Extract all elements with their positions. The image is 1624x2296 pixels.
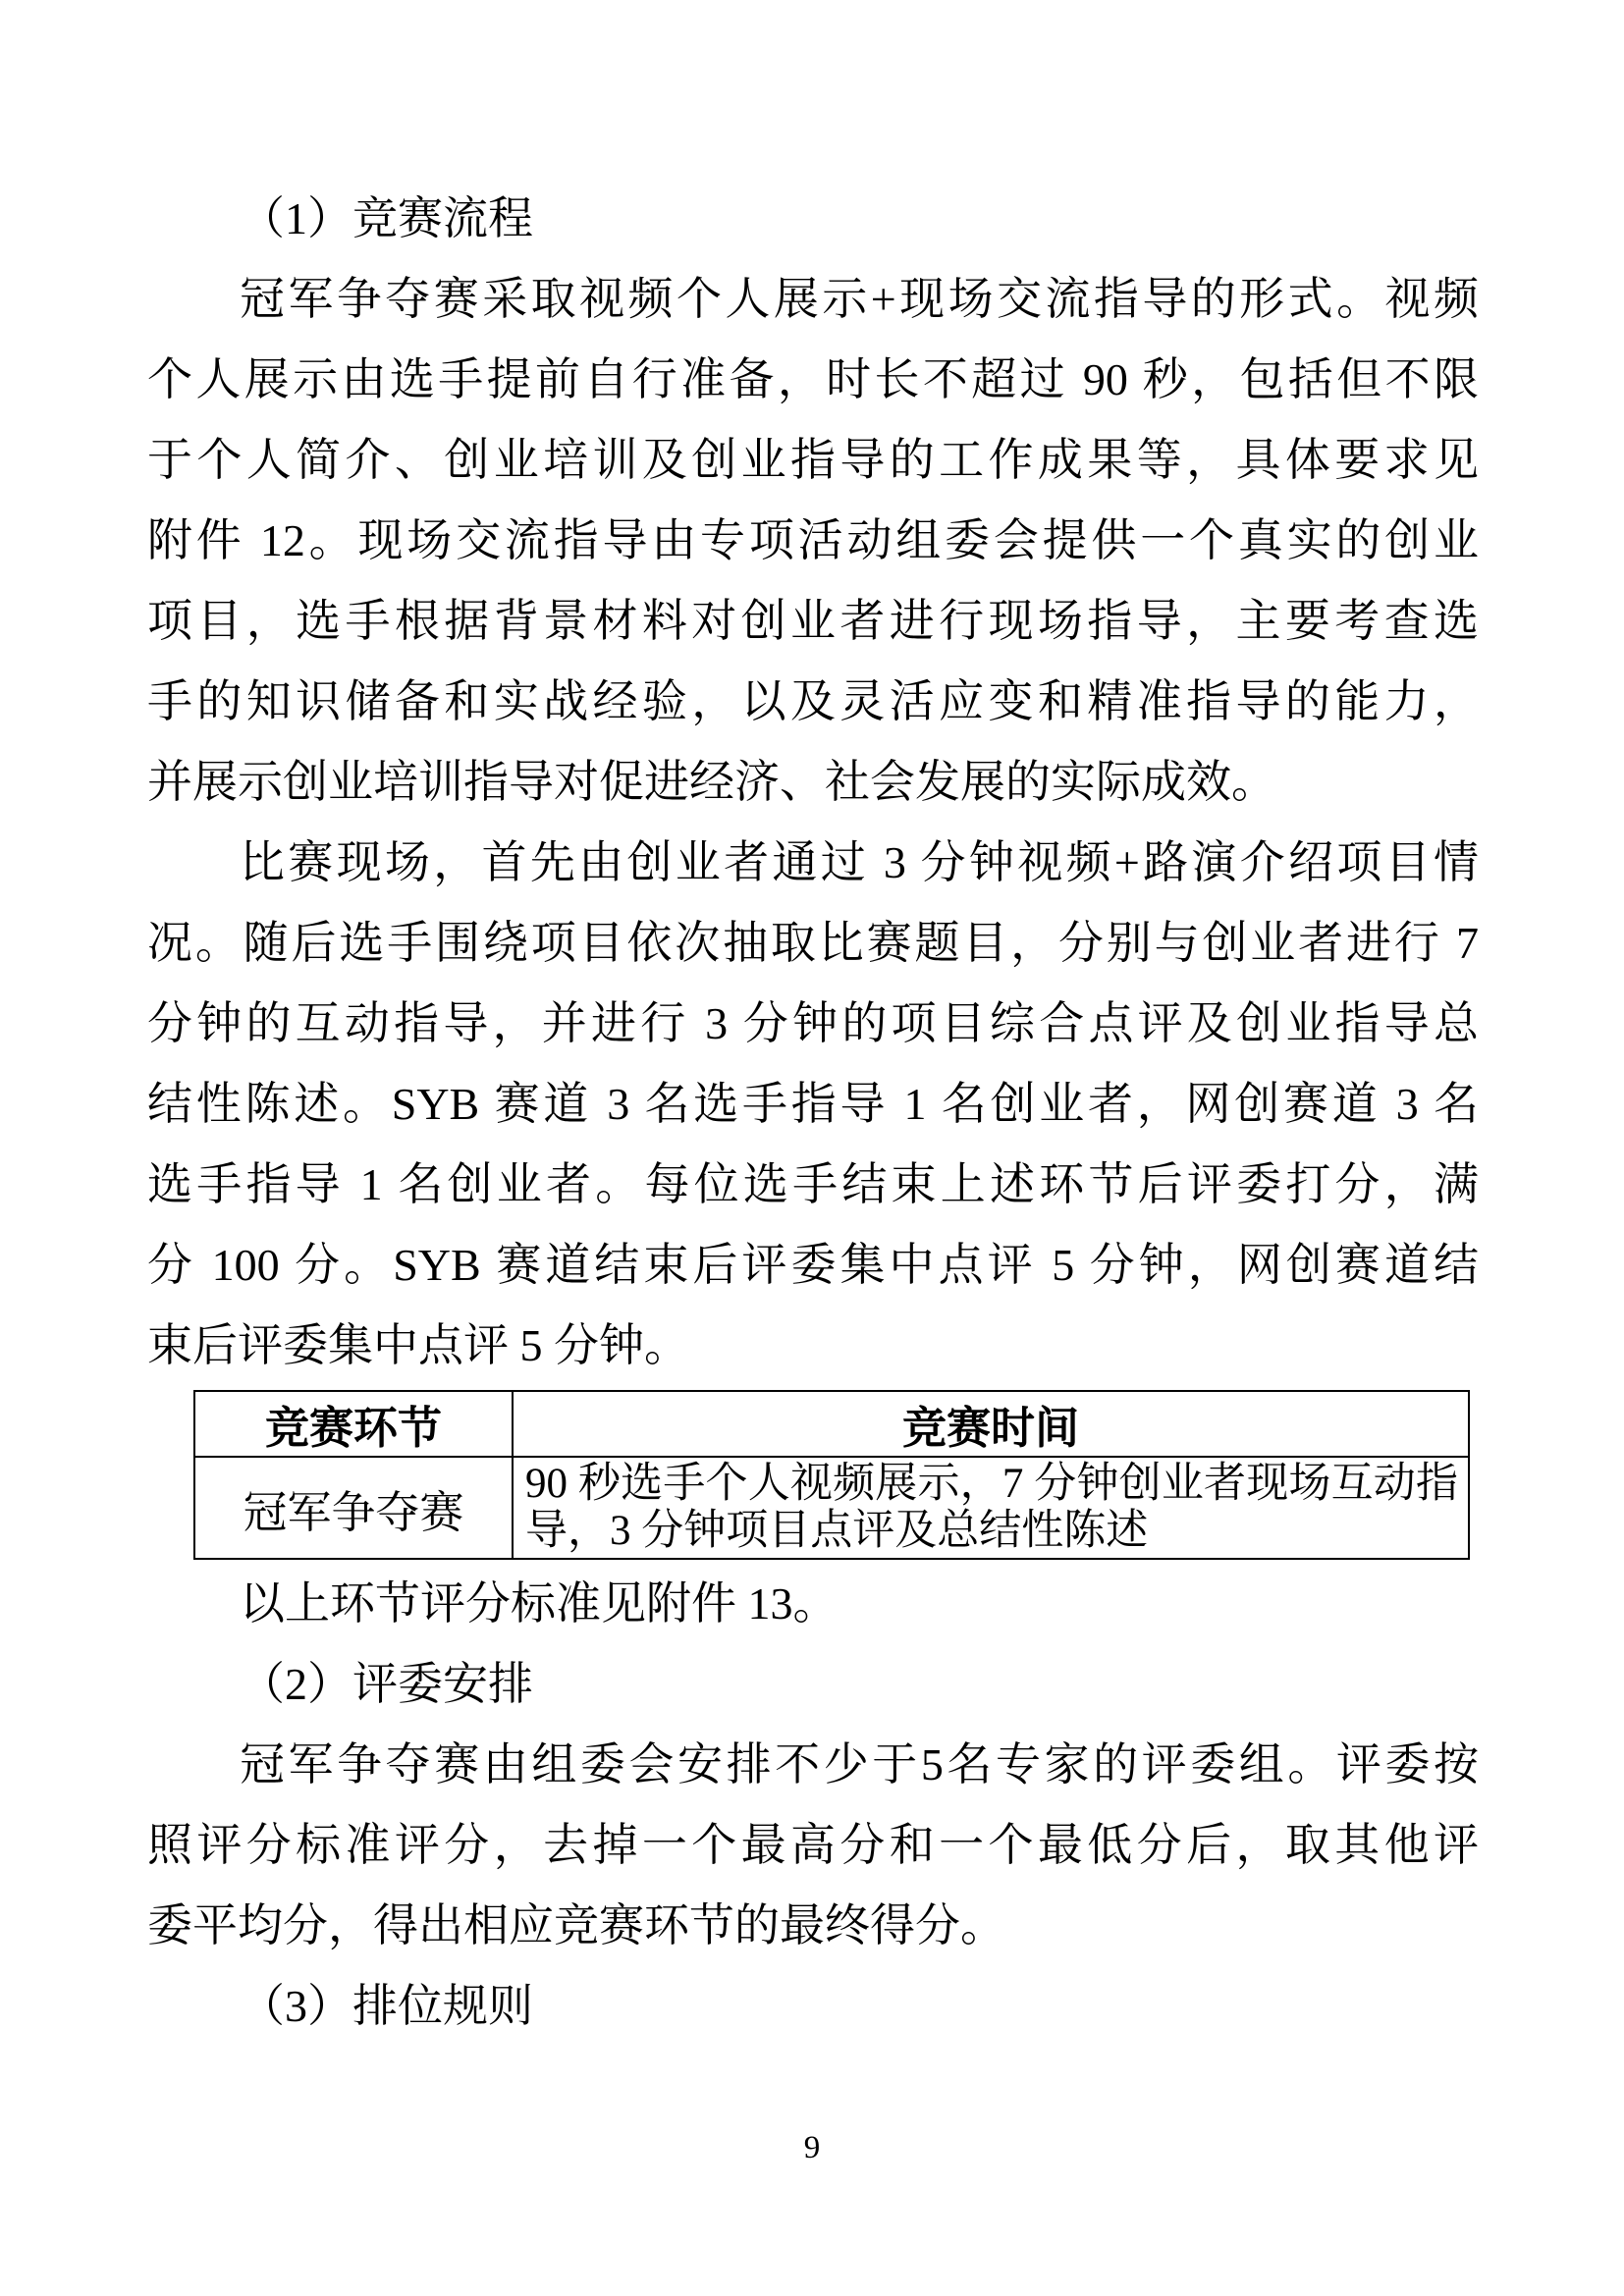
paragraph-line: 项目，选手根据背景材料对创业者进行现场指导，主要考查选 xyxy=(147,596,1479,646)
paragraph-line: 况。随后选手围绕项目依次抽取比赛题目，分别与创业者进行 7 xyxy=(147,918,1479,968)
paragraph-line: 照评分标准评分，去掉一个最高分和一个最低分后，取其他评 xyxy=(147,1820,1479,1870)
paragraph-line: 结性陈述。SYB 赛道 3 名选手指导 1 名创业者，网创赛道 3 名 xyxy=(147,1079,1479,1129)
table-cell-time: 90 秒选手个人视频展示，7 分钟创业者现场互动指导，3 分钟项目点评及总结性陈述 xyxy=(513,1457,1469,1559)
table-row xyxy=(194,1457,1469,1559)
page-number: 9 xyxy=(803,2130,821,2165)
competition-schedule-table xyxy=(193,1390,1470,1560)
section-heading-judge-arrangement: （2）评委安排 xyxy=(240,1659,533,1709)
paragraph-line: 分 100 分。SYB 赛道结束后评委集中点评 5 分钟，网创赛道结 xyxy=(147,1240,1479,1290)
paragraph-line: 比赛现场，首先由创业者通过 3 分钟视频+路演介绍项目情 xyxy=(240,837,1479,887)
paragraph-line: 委平均分，得出相应竞赛环节的最终得分。 xyxy=(147,1900,1005,1950)
table-header-stage: 竞赛环节 xyxy=(194,1391,513,1457)
paragraph-line: 于个人简介、创业培训及创业指导的工作成果等，具体要求见 xyxy=(147,435,1479,485)
paragraph-line: 冠军争夺赛采取视频个人展示+现场交流指导的形式。视频 xyxy=(240,274,1479,324)
paragraph-line: 冠军争夺赛由组委会安排不少于5名专家的评委组。评委按 xyxy=(240,1739,1479,1789)
paragraph-line: 以上环节评分标准见附件 13。 xyxy=(240,1578,839,1629)
table-header-row xyxy=(194,1391,1469,1457)
section-heading-ranking-rules: （3）排位规则 xyxy=(240,1981,533,2031)
paragraph-line: 选手指导 1 名创业者。每位选手结束上述环节后评委打分，满 xyxy=(147,1159,1479,1209)
paragraph-line: 个人展示由选手提前自行准备，时长不超过 90 秒，包括但不限 xyxy=(147,354,1479,404)
table-header-time: 竞赛时间 xyxy=(513,1391,1469,1457)
section-heading-competition-process: （1）竞赛流程 xyxy=(240,193,533,243)
document-body xyxy=(147,179,1479,2047)
table-cell-stage: 冠军争夺赛 xyxy=(194,1457,513,1559)
paragraph-line: 分钟的互动指导，并进行 3 分钟的项目综合点评及创业指导总 xyxy=(147,998,1479,1048)
paragraph-line: 束后评委集中点评 5 分钟。 xyxy=(147,1320,689,1370)
paragraph-line: 并展示创业培训指导对促进经济、社会发展的实际成效。 xyxy=(147,757,1276,807)
paragraph-line: 手的知识储备和实战经验，以及灵活应变和精准指导的能力， xyxy=(147,676,1479,726)
paragraph-line: 附件 12。现场交流指导由专项活动组委会提供一个真实的创业 xyxy=(147,515,1479,565)
